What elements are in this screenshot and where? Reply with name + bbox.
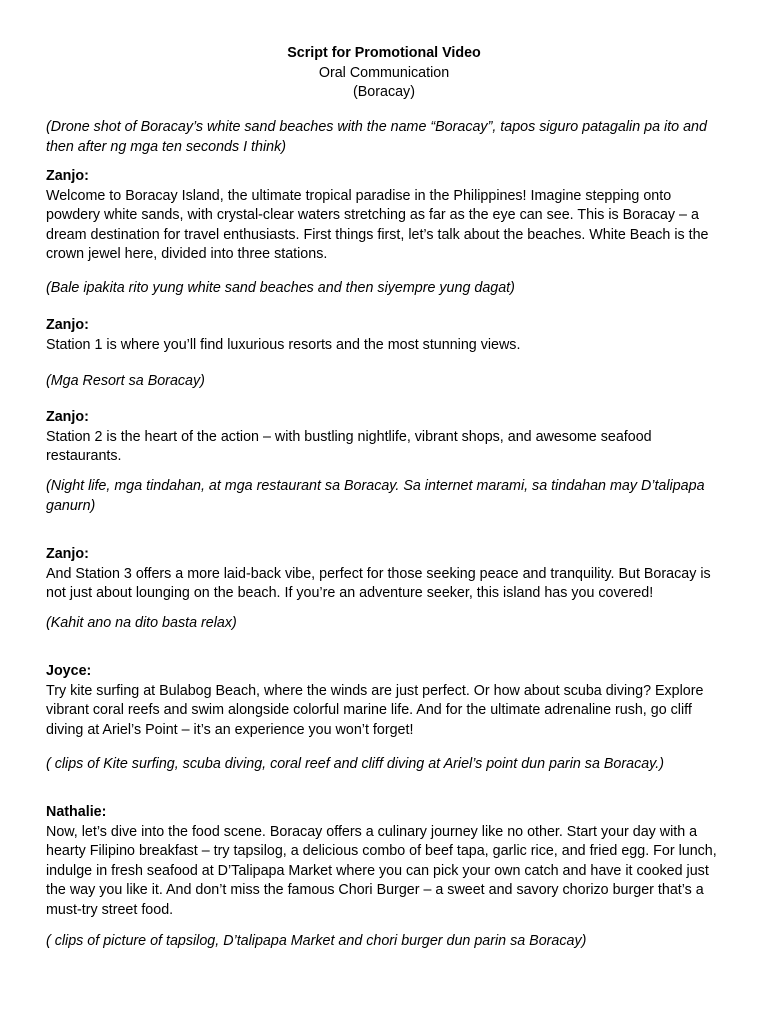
dialogue-block <box>46 316 726 355</box>
document-header <box>0 44 768 103</box>
document-location: (Boracay) <box>353 84 415 100</box>
stage-direction: (Mga Resort sa Boracay) <box>46 373 205 389</box>
stage-direction: ( clips of picture of tapsilog, D’talipapa Market and chori burger dun parin sa Boracay) <box>46 933 587 949</box>
speaker-name: Nathalie: <box>46 804 107 820</box>
dialogue-text: Station 1 is where you’ll find luxurious resorts and the most stunning views. <box>46 336 521 353</box>
speaker-name: Zanjo: <box>46 409 89 425</box>
dialogue-text: Station 2 is the heart of the action – with bustling nightlife, vibrant shops, and awesome seafood restaurants. <box>46 428 652 465</box>
speaker-name: Joyce: <box>46 663 92 679</box>
dialogue-text: Try kite surfing at Bulabog Beach, where the winds are just perfect. Or how about scuba diving? Explore vibrant coral reefs and swim alongside colorful marine life. And for the ultimate adrenaline rush, go cliff diving at Ariel’s Point – it’s an experience you won’t forget! <box>46 682 704 738</box>
dialogue-text: Welcome to Boracay Island, the ultimate tropical paradise in the Philippines! Imagine stepping onto powdery white sands, with crystal-clear waters stretching as far as the eye can see. This is Boracay – a dream destination for travel enthusiasts. First things first, let’s talk about the beaches. White Beach is the crown jewel here, divided into three stations. <box>46 187 709 263</box>
dialogue-block <box>46 662 726 740</box>
dialogue-text: Now, let’s dive into the food scene. Boracay offers a culinary journey like no other. Start your day with a hearty Filipino breakfast – try tapsilog, a delicious combo of beef tapa, garlic rice, and fried egg. For lunch, indulge in fresh seafood at D’Talipapa Market where you can pick your own catch and have it cooked just the way you like it. And don’t miss the famous Chori Burger – a sweet and savory chorizo burger that’s a must-try street food. <box>46 823 717 918</box>
dialogue-block <box>46 408 726 467</box>
stage-direction: (Bale ipakita rito yung white sand beaches and then siyempre yung dagat) <box>46 280 515 296</box>
stage-direction: ( clips of Kite surfing, scuba diving, coral reef and cliff diving at Ariel’s point dun parin sa Boracay.) <box>46 756 664 772</box>
stage-direction: (Drone shot of Boracay’s white sand beaches with the name “Boracay”, tapos siguro patagalin pa ito and then after ng mga ten seconds I think) <box>46 119 707 155</box>
dialogue-block <box>46 545 726 604</box>
dialogue-block <box>46 167 726 265</box>
speaker-name: Zanjo: <box>46 168 89 184</box>
dialogue-text: And Station 3 offers a more laid-back vibe, perfect for those seeking peace and tranquility. But Boracay is not just about lounging on the beach. If you’re an adventure seeker, this island has you covered! <box>46 565 711 602</box>
speaker-name: Zanjo: <box>46 317 89 333</box>
document-title: Script for Promotional Video <box>287 45 481 61</box>
document-subtitle: Oral Communication <box>318 64 450 81</box>
speaker-name: Zanjo: <box>46 546 89 562</box>
dialogue-block <box>46 803 726 921</box>
stage-direction: (Kahit ano na dito basta relax) <box>46 615 237 631</box>
stage-direction: (Night life, mga tindahan, at mga restaurant sa Boracay. Sa internet marami, sa tindahan may D’talipapa ganurn) <box>46 478 705 514</box>
